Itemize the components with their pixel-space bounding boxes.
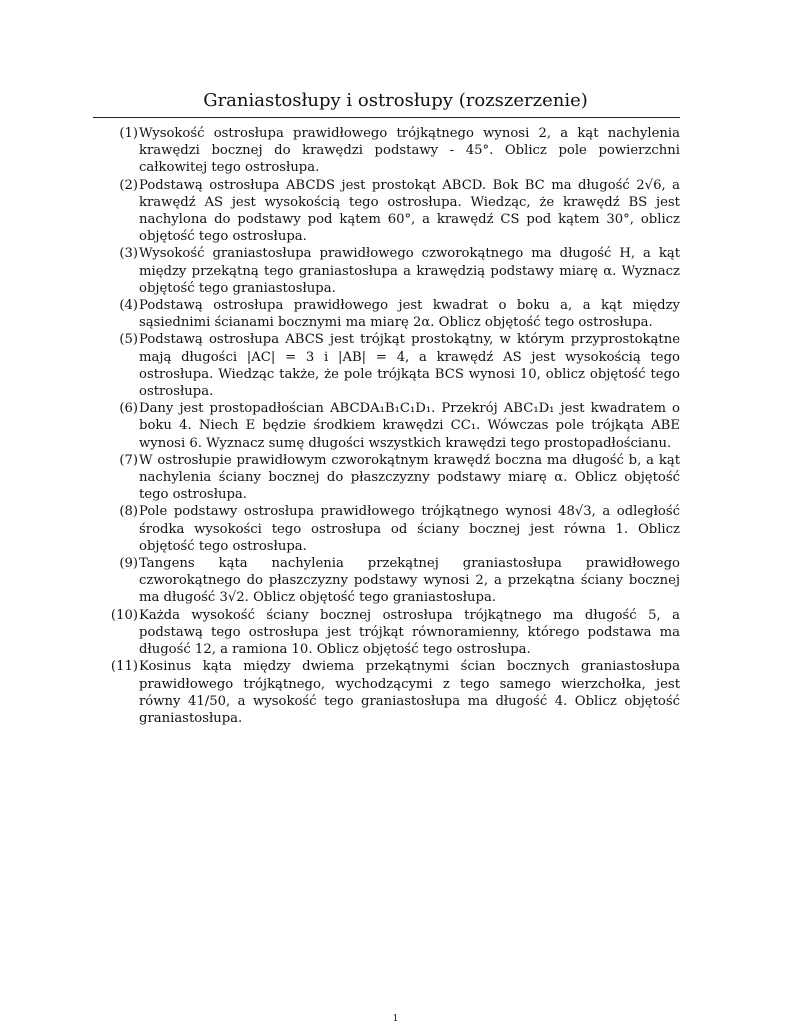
problem-text: Każda wysokość ściany bocznej ostrosłupa trójkątnego ma długość 5, a podstawą tego ostrosłupa jest trójkąt równoramienny, którego podstawa ma długość 12, a ramiona 10. Oblicz objętość tego ostrosłupa. <box>139 607 680 658</box>
page-number: 1 <box>392 1014 399 1024</box>
problem-number: (2) <box>119 177 138 193</box>
problem-item <box>108 555 680 607</box>
problem-number: (1) <box>119 126 138 141</box>
problem-number: (7) <box>119 452 138 468</box>
problem-number: (5) <box>119 332 138 348</box>
problem-item <box>108 400 680 452</box>
problem-item <box>108 607 680 659</box>
problem-text: Podstawą ostrosłupa ABCS jest trójkąt prostokątny, w którym przyprostokątne mają długości |AC| = 3 i |AB| = 4, a krawędź AS jest wysokością tego ostrosłupa. Wiedząc także, że pole trójkąta BCS wynosi 10, oblicz objętość tego ostrosłupa. <box>139 332 680 400</box>
problem-item <box>108 452 680 504</box>
problem-text: Pole podstawy ostrosłupa prawidłowego trójkątnego wynosi 48√3, a odległość środka wysokości tego ostrosłupa od ściany bocznej jest równa 1. Oblicz objętość tego ostrosłupa. <box>139 504 680 554</box>
problem-item <box>108 245 680 297</box>
problem-number: (8) <box>119 504 138 520</box>
problem-text: Wysokość ostrosłupa prawidłowego trójkątnego wynosi 2, a kąt nachylenia krawędzi bocznej do krawędzi podstawy - 45°. Oblicz pole powierzchni całkowitej tego ostrosłupa. <box>139 126 680 176</box>
problem-list <box>108 125 680 727</box>
problem-text: Kosinus kąta między dwiema przekątnymi ścian bocznych graniastosłupa prawidłowego trójkątnego, wychodzącymi z tego samego wierzchołka, jest równy 41/50, a wysokość tego graniastosłupa ma długość 4. Oblicz objętość graniastosłupa. <box>139 659 680 726</box>
problem-number: (3) <box>119 246 138 262</box>
problem-text: Podstawą ostrosłupa ABCDS jest prostokąt ABCD. Bok BC ma długość 2√6, a krawędź AS jest wysokością tego ostrosłupa. Wiedząc, że krawędź BS jest nachylona do podstawy pod kątem 60°, a krawędź CS pod kątem 30°, oblicz objętość tego ostrosłupa. <box>139 177 680 245</box>
title-divider <box>93 117 680 118</box>
problem-number: (4) <box>119 298 138 314</box>
page-title: Graniastosłupy i ostrosłupy (rozszerzenie) <box>203 90 588 111</box>
problem-item <box>108 658 680 727</box>
problem-item <box>108 503 680 555</box>
problem-number: (10) <box>110 607 138 623</box>
problem-text: Tangens kąta nachylenia przekątnej graniastosłupa prawidłowego czworokątnego do płaszczyzny podstawy wynosi 2, a przekątna ściany bocznej ma długość 3√2. Oblicz objętość tego graniastosłupa. <box>139 556 680 606</box>
problem-text: Dany jest prostopadłościan ABCDA₁B₁C₁D₁. Przekrój ABC₁D₁ jest kwadratem o boku 4. Niech E będzie środkiem krawędzi CC₁. Wówczas pole trójkąta ABE wynosi 6. Wyznacz sumę długości wszystkich krawędzi tego prostopadłościanu. <box>139 401 680 451</box>
problem-item <box>108 331 680 400</box>
problem-item <box>108 125 680 177</box>
problem-number: (9) <box>119 556 138 572</box>
problem-text: Podstawą ostrosłupa prawidłowego jest kwadrat o boku a, a kąt między sąsiednimi ścianami bocznymi ma miarę 2α. Oblicz objętość tego ostrosłupa. <box>139 298 680 331</box>
problem-number: (6) <box>119 401 138 417</box>
problem-item <box>108 177 680 246</box>
problem-number: (11) <box>110 659 138 675</box>
problem-text: Wysokość graniastosłupa prawidłowego czworokątnego ma długość H, a kąt między przekątną tego graniastosłupa a krawędzią podstawy miarę α. Wyznacz objętość tego graniastosłupa. <box>139 246 680 296</box>
problem-item <box>108 297 680 331</box>
problem-text: W ostrosłupie prawidłowym czworokątnym krawędź boczna ma długość b, a kąt nachylenia ściany bocznej do płaszczyzny podstawy miarę α. Oblicz objętość tego ostrosłupa. <box>139 452 680 503</box>
